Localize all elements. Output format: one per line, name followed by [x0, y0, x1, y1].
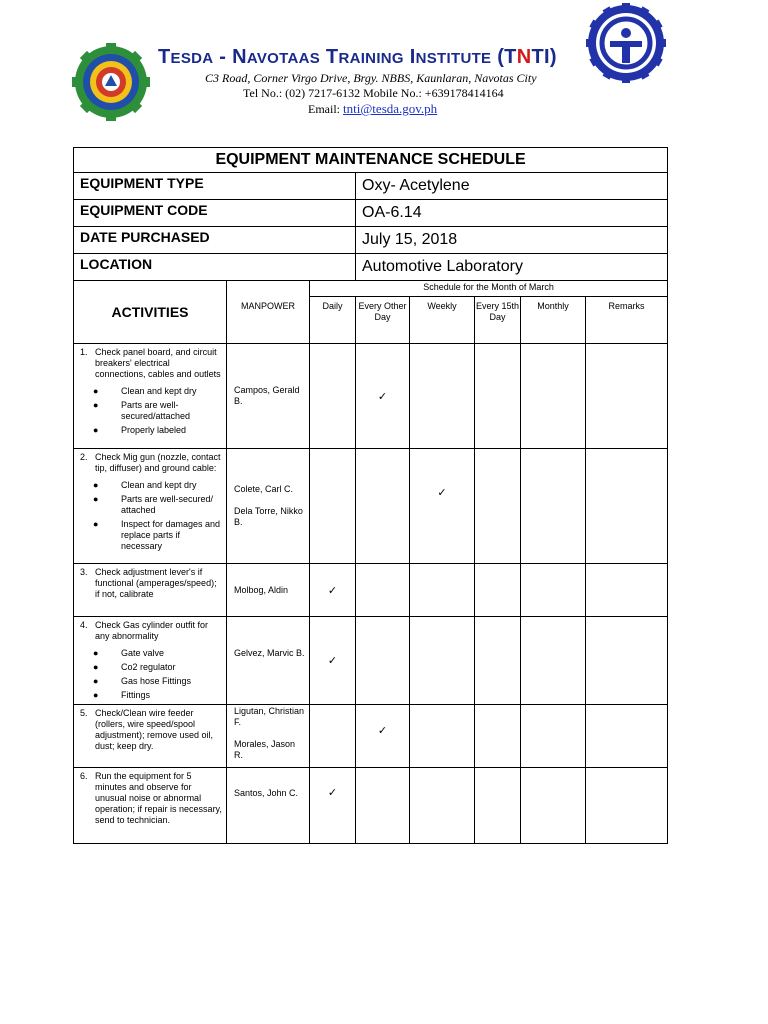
equipment-code-label: EQUIPMENT CODE [74, 200, 356, 227]
equipment-code-value: OA-6.14 [356, 200, 668, 227]
location-label: LOCATION [74, 254, 356, 281]
check-mark: ✓ [310, 617, 356, 705]
date-purchased-label: DATE PURCHASED [74, 227, 356, 254]
activity-cell: 5. Check/Clean wire feeder (rollers, wire speed/spool adjustment); remove used oil, dust; keep dry. [74, 705, 227, 768]
table-row [74, 705, 668, 768]
tnti-gear-logo [72, 43, 150, 121]
manpower-cell: Gelvez, Marvic B. [227, 617, 310, 705]
activities-header: ACTIVITIES [74, 281, 227, 344]
activity-cell: 2. Check Mig gun (nozzle, contact tip, diffuser) and ground cable: ● Clean and kept dry ● Parts are well-secured/ attached ● Inspect for damages and replace parts if necessary [74, 449, 227, 564]
manpower-cell: Santos, John C. [227, 768, 310, 844]
col-every-other-day: Every Other Day [356, 297, 410, 344]
col-every-15th-day: Every 15th Day [475, 297, 521, 344]
table-row [74, 564, 668, 617]
activity-cell: 1. Check panel board, and circuit breakers' electrical connections, cables and outlets ● Clean and kept dry ● Parts are well-secured/attached ● Properly labeled [74, 344, 227, 449]
date-purchased-value: July 15, 2018 [356, 227, 668, 254]
location-value: Automotive Laboratory [356, 254, 668, 281]
col-remarks: Remarks [586, 297, 668, 344]
equipment-type-label: EQUIPMENT TYPE [74, 173, 356, 200]
institute-address: C3 Road, Corner Virgo Drive, Brgy. NBBS, Kaunlaran, Navotas City [205, 71, 537, 85]
institute-title: TESDA - NAVOTAAS TRAINING INSTITUTE (TNTI) [158, 46, 557, 68]
col-daily: Daily [310, 297, 356, 344]
check-mark: ✓ [356, 344, 410, 449]
col-monthly: Monthly [521, 297, 586, 344]
activity-cell: 3. Check adjustment lever's if functional (amperages/speed); if not, calibrate [74, 564, 227, 617]
form-title: EQUIPMENT MAINTENANCE SCHEDULE [74, 148, 668, 173]
equipment-type-value: Oxy- Acetylene [356, 173, 668, 200]
institute-phone: Tel No.: (02) 7217-6132 Mobile No.: +639178414164 [243, 86, 504, 100]
manpower-cell: Molbog, Aldin [227, 564, 310, 617]
tesda-logo [586, 3, 666, 83]
institute-email: Email: tnti@tesda.gov.ph [308, 101, 438, 116]
activity-cell: 6. Run the equipment for 5 minutes and observe for unusual noise or abnormal operation; if repair is necessary, send to technician. [74, 768, 227, 844]
manpower-cell: Campos, Gerald B. [227, 344, 310, 449]
table-row [74, 617, 668, 705]
check-mark: ✓ [410, 449, 475, 564]
manpower-cell: Ligutan, Christian F. Morales, Jason R. [227, 705, 310, 768]
col-weekly: Weekly [410, 297, 475, 344]
table-row [74, 768, 668, 844]
maintenance-schedule-table [73, 147, 668, 844]
check-mark: ✓ [310, 564, 356, 617]
schedule-month-header: Schedule for the Month of March [310, 281, 668, 297]
table-row [74, 449, 668, 564]
email-link[interactable]: tnti@tesda.gov.ph [343, 101, 438, 116]
activity-cell: 4. Check Gas cylinder outfit for any abnormality ● Gate valve ● Co2 regulator ● Gas hose Fittings ● Fittings [74, 617, 227, 705]
manpower-cell: Colete, Carl C. Dela Torre, Nikko B. [227, 449, 310, 564]
check-mark: ✓ [356, 705, 410, 768]
table-row [74, 344, 668, 449]
check-mark: ✓ [310, 768, 356, 844]
manpower-header: MANPOWER [227, 281, 310, 344]
